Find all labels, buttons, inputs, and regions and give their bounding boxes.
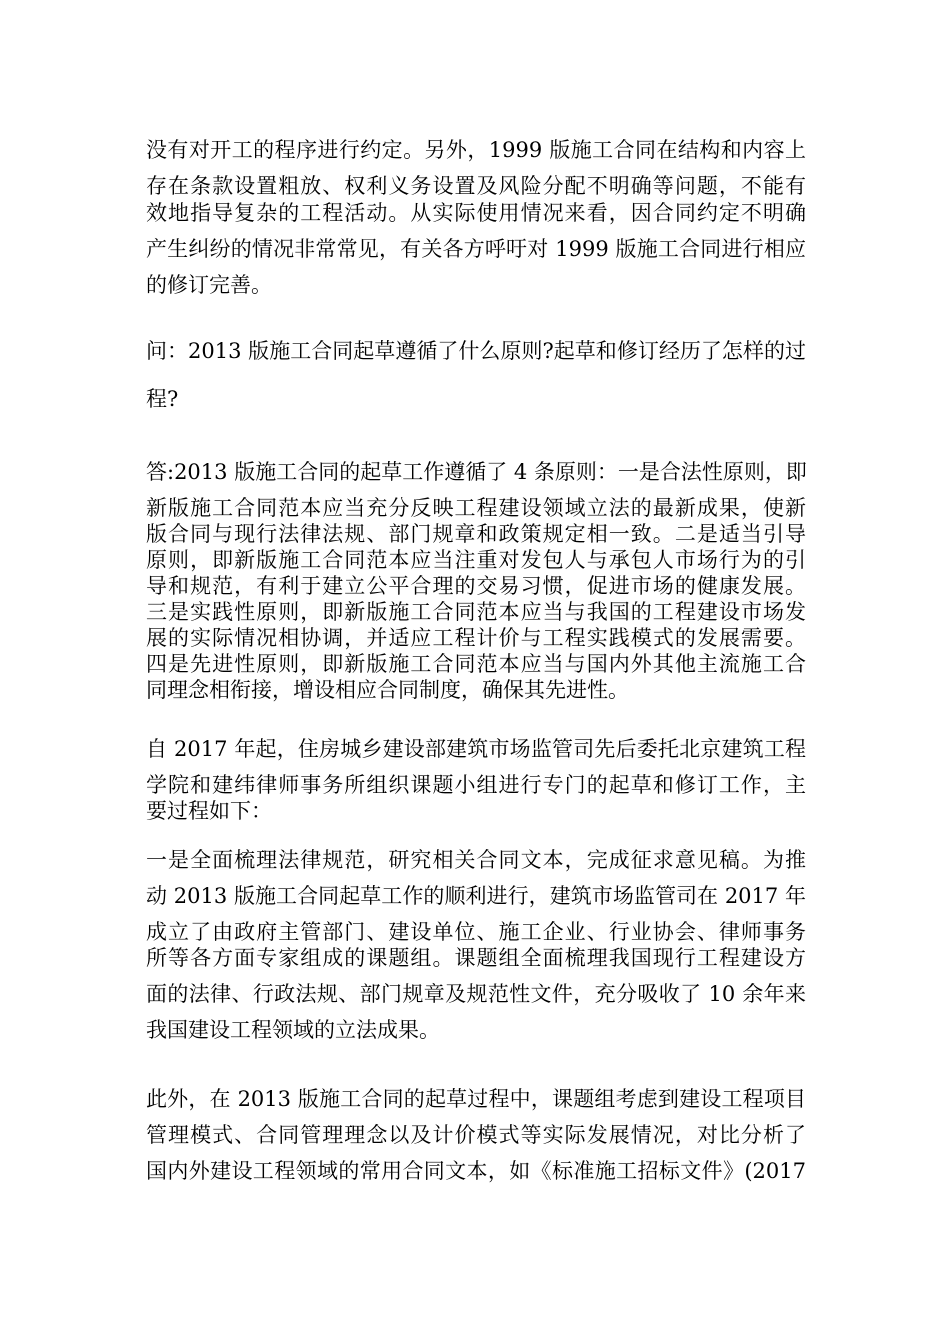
text-line: 原则，即新版施工合同范本应当注重对发包人与承包人市场行为的引 [146, 548, 806, 572]
text-line: 三是实践性原则，即新版施工合同范本应当与我国的工程建设市场发 [146, 600, 806, 624]
paragraph-drafting-history [146, 736, 806, 824]
text-line: 问：2013 版施工合同起草遵循了什么原则?起草和修订经历了怎样的过 [146, 339, 806, 363]
text-line: 导和规范，有利于建立公平合理的交易习惯，促进市场的健康发展。 [146, 574, 806, 598]
text-line: 效地指导复杂的工程活动。从实际使用情况来看，因合同约定不明确 [146, 201, 806, 225]
text-line: 此外，在 2013 版施工合同的起草过程中，课题组考虑到建设工程项目 [146, 1087, 806, 1111]
text-line: 同理念相衔接，增设相应合同制度，确保其先进性。 [146, 678, 629, 702]
text-line: 自 2017 年起，住房城乡建设部建筑市场监管司先后委托北京建筑工程 [146, 737, 806, 761]
text-line: 学院和建纬律师事务所组织课题小组进行专门的起草和修订工作，主 [146, 773, 806, 797]
text-line: 一是全面梳理法律规范，研究相关合同文本，完成征求意见稿。为推 [146, 848, 806, 872]
text-line: 没有对开工的程序进行约定。另外，1999 版施工合同在结构和内容上 [146, 138, 806, 162]
paragraph-question [146, 338, 806, 412]
paragraph-answer-principles [146, 459, 806, 703]
text-line: 版合同与现行法律法规、部门规章和政策规定相一致。二是适当引导 [146, 522, 806, 546]
text-line: 存在条款设置粗放、权利义务设置及风险分配不明确等问题，不能有 [146, 174, 806, 198]
paragraph-revision-background [146, 137, 806, 298]
text-line: 的修订完善。 [146, 273, 272, 297]
text-line: 展的实际情况相协调，并适应工程计价与工程实践模式的发展需要。 [146, 626, 806, 650]
text-line: 新版施工合同范本应当充分反映工程建设领域立法的最新成果，使新 [146, 496, 806, 520]
text-line: 动 2013 版施工合同起草工作的顺利进行，建筑市场监管司在 2017 年 [146, 884, 806, 908]
text-line: 国内外建设工程领域的常用合同文本，如《标准施工招标文件》(2017 [146, 1159, 806, 1183]
text-line: 成立了由政府主管部门、建设单位、施工企业、行业协会、律师事务 [146, 920, 806, 944]
text-line: 所等各方面专家组成的课题组。课题组全面梳理我国现行工程建设方 [146, 946, 806, 970]
text-line: 管理模式、合同管理理念以及计价模式等实际发展情况，对比分析了 [146, 1123, 806, 1147]
text-line: 我国建设工程领域的立法成果。 [146, 1018, 440, 1042]
text-line: 产生纠纷的情况非常常见，有关各方呼吁对 1999 版施工合同进行相应 [146, 237, 806, 261]
text-line: 要过程如下： [146, 799, 272, 823]
text-line: 答:2013 版施工合同的起草工作遵循了 4 条原则：一是合法性原则，即 [146, 460, 807, 484]
text-line: 四是先进性原则，即新版施工合同范本应当与国内外其他主流施工合 [146, 652, 806, 676]
paragraph-comparison [146, 1086, 806, 1184]
paragraph-first-stage [146, 847, 806, 1043]
text-line: 面的法律、行政法规、部门规章及规范性文件，充分吸收了 10 余年来 [146, 982, 806, 1006]
text-line: 程? [146, 387, 179, 411]
